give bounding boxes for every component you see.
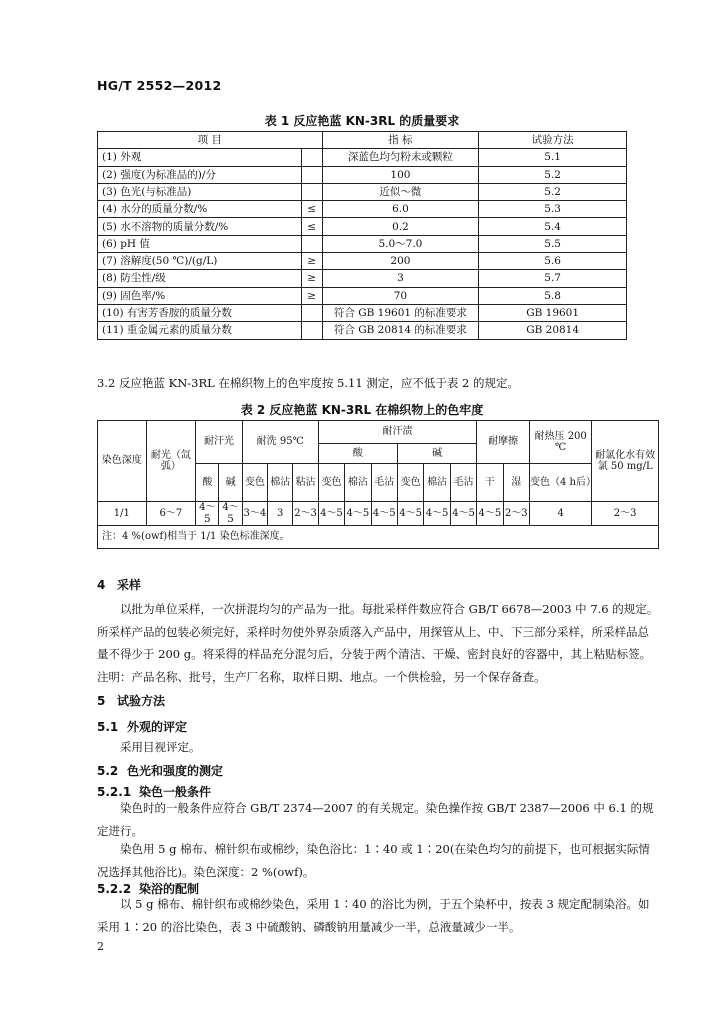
value-cell: 2～3 [293, 502, 318, 526]
section-5-2-1-text2: 染色用 5 g 棉布、棉针织布或棉纱，染色浴比：1∶40 或 1∶20(在染色均匀的前提下，也可根据实际情况选择其他浴比)。染色深度：2 %(owf)。 [97, 842, 650, 879]
value-cell: 3 [268, 502, 293, 526]
row-symbol: ≤ [301, 218, 322, 235]
subheader-cell: 毛沾 [371, 464, 397, 502]
row-item: (8) 防尘性/级 [98, 270, 302, 287]
row-spec: 符合 GB 20814 的标准要求 [322, 322, 479, 339]
row-spec: 100 [322, 166, 479, 183]
row-method: 5.6 [479, 253, 627, 270]
table-header-row [98, 132, 627, 149]
table-row [98, 322, 627, 339]
row-method: 5.1 [479, 149, 627, 166]
row-method: 5.2 [479, 183, 627, 200]
section-5-1-heading [97, 718, 187, 735]
subheader-cell: 干 [477, 464, 503, 502]
section-5-2-2-number: 5.2.2 [97, 882, 132, 896]
header-wash: 耐洗 95℃ [242, 421, 318, 464]
table-row [98, 253, 627, 270]
section-5-1-text: 采用目视评定。 [120, 740, 201, 754]
subheader-cell: 毛沾 [450, 464, 476, 502]
row-symbol: ≥ [301, 287, 322, 304]
row-symbol [301, 183, 322, 200]
row-spec: 0.2 [322, 218, 479, 235]
value-cell: 2～3 [503, 502, 529, 526]
subheader-cell: 湿 [503, 464, 529, 502]
table-row [98, 304, 627, 321]
section-5-2-1-number: 5.2.1 [97, 785, 132, 799]
section-5-2-number: 5.2 [97, 764, 119, 778]
section-5-2-1-text1: 染色时的一般条件应符合 GB/T 2374—2007 的有关规定。染色操作按 GB/T 2387—2006 中 6.1 的规定进行。 [97, 801, 654, 838]
header-rubbing: 耐摩擦 [477, 421, 530, 464]
header-method: 试验方法 [479, 132, 627, 149]
row-symbol [301, 166, 322, 183]
section-5-2-2-title: 染浴的配制 [139, 882, 200, 896]
header-chlorine: 耐氯化水有效氯 50 mg/L [592, 421, 659, 502]
value-cell: 4～5 [318, 502, 344, 526]
row-spec: 符合 GB 19601 的标准要求 [322, 304, 479, 321]
row-item: (1) 外观 [98, 149, 302, 166]
row-method: 5.5 [479, 235, 627, 252]
row-item: (2) 强度(为标准品的)/分 [98, 166, 302, 183]
header-light: 耐光（氙弧） [146, 421, 196, 502]
table2-caption: 表 2 反应艳蓝 KN-3RL 在棉织物上的色牢度 [240, 403, 484, 417]
row-symbol [301, 149, 322, 166]
subheader-cell: 棉沾 [345, 464, 371, 502]
row-item: (3) 色光(与标准品) [98, 183, 302, 200]
subheader-cell: 酸 [196, 464, 219, 502]
quality-requirements-table [97, 131, 627, 340]
section-5-title: 试验方法 [117, 694, 166, 708]
row-item: (4) 水分的质量分数/% [98, 201, 302, 218]
header-hot-press: 耐热压 200 ℃ [529, 421, 591, 464]
value-cell: 3～4 [242, 502, 267, 526]
header-sweat-light: 耐汗光 [196, 421, 242, 464]
table-row [98, 149, 627, 166]
row-item: (10) 有害芳香胺的质量分数 [98, 304, 302, 321]
table1-caption: 表 1 反应艳蓝 KN-3RL 的质量要求 [264, 114, 460, 128]
header-alkali: 碱 [397, 444, 476, 464]
section-5-2-2-text: 以 5 g 棉布、棉针织布或棉纱染色，采用 1∶40 的浴比为例，于五个染杯中，按表 3 规定配制染浴。如采用 1∶20 的浴比染色，表 3 中硫酸钠、磷酸钠用量减少一半，总液量减少一半。 [97, 897, 650, 934]
value-cell: 4～5 [196, 502, 219, 526]
section-5-2-1-title: 染色一般条件 [139, 785, 212, 799]
row-method: 5.8 [479, 287, 627, 304]
section-4-text: 以批为单位采样，一次拼混均匀的产品为一批。每批采样件数应符合 GB/T 6678—2003 中 7.6 的规定。所采样产品的包装必须完好，采样时勿使外界杂质落入产品中，用探管从上、中、下三部分采样，所采样品总量不得少于 200 g。将采得的样品充分混匀后，分装于两个清洁、干燥、密封良好的容器中，其上粘贴标签。注明：产品名称、批号，生产厂名称，取样日期、地点。一个供检验，另一个保存备查。 [97, 602, 659, 684]
subheader-cell: 变色 [318, 464, 344, 502]
subheader-cell: 变色 [242, 464, 267, 502]
value-cell: 4～5 [371, 502, 397, 526]
section-5-1-number: 5.1 [97, 720, 119, 734]
row-spec: 70 [322, 287, 479, 304]
row-method: 5.2 [479, 166, 627, 183]
row-symbol [301, 322, 322, 339]
row-method: GB 20814 [479, 322, 627, 339]
table-row [98, 201, 627, 218]
row-spec: 3 [322, 270, 479, 287]
value-cell: 4～5 [424, 502, 450, 526]
section-4-heading [97, 576, 141, 593]
section-4-number: 4 [97, 578, 106, 592]
table-row [98, 287, 627, 304]
subheader-cell: 变色 [397, 464, 423, 502]
section-5-number: 5 [97, 694, 106, 708]
table-row [98, 218, 627, 235]
row-item: (7) 溶解度(50 ℃)/(g/L) [98, 253, 302, 270]
row-method: GB 19601 [479, 304, 627, 321]
table2-note: 注：4 %(owf)相当于 1/1 染色标准深度。 [98, 526, 659, 549]
table-row [98, 270, 627, 287]
subheader-cell: 棉沾 [268, 464, 293, 502]
table-row [98, 235, 627, 252]
row-spec: 5.0～7.0 [322, 235, 479, 252]
row-symbol: ≤ [301, 201, 322, 218]
header-item: 项 目 [98, 132, 323, 149]
value-cell: 4～5 [397, 502, 423, 526]
row-spec: 近似～微 [322, 183, 479, 200]
row-item: (9) 固色率/% [98, 287, 302, 304]
table-row [98, 183, 627, 200]
row-symbol [301, 235, 322, 252]
row-method: 5.3 [479, 201, 627, 218]
value-cell: 4～5 [450, 502, 476, 526]
section-4-title: 采样 [117, 578, 142, 592]
row-spec: 200 [322, 253, 479, 270]
standard-number: HG/T 2552—2012 [97, 78, 222, 93]
value-cell: 6～7 [146, 502, 196, 526]
row-item: (11) 重金属元素的质量分数 [98, 322, 302, 339]
value-cell: 2～3 [592, 502, 659, 526]
value-cell: 4～5 [477, 502, 503, 526]
page-number: 2 [97, 940, 104, 953]
section-3-2: 3.2 反应艳蓝 KN-3RL 在棉织物上的色牢度按 5.11 测定，应不低于表 2 的规定。 [97, 376, 519, 390]
subheader-cell: 变色（4 h后） [529, 464, 591, 502]
value-cell: 4～5 [345, 502, 371, 526]
subheader-cell: 碱 [219, 464, 242, 502]
header-acid: 酸 [318, 444, 397, 464]
value-cell: 4～5 [219, 502, 242, 526]
header-spec: 指 标 [322, 132, 479, 149]
row-spec: 6.0 [322, 201, 479, 218]
row-symbol [301, 304, 322, 321]
color-fastness-table [97, 420, 659, 549]
row-spec: 深蓝色均匀粉末或颗粒 [322, 149, 479, 166]
row-method: 5.7 [479, 270, 627, 287]
subheader-cell: 棉沾 [424, 464, 450, 502]
row-method: 5.4 [479, 218, 627, 235]
section-5-1-title: 外观的评定 [127, 720, 188, 734]
section-5-2-title: 色光和强度的测定 [127, 764, 224, 778]
subheader-cell: 粘沾 [293, 464, 318, 502]
row-item: (6) pH 值 [98, 235, 302, 252]
row-symbol: ≥ [301, 270, 322, 287]
header-perspiration: 耐汗渍 [318, 421, 476, 444]
row-item: (5) 水不溶物的质量分数/% [98, 218, 302, 235]
section-5-2-heading [97, 762, 223, 779]
row-symbol: ≥ [301, 253, 322, 270]
header-depth: 染色深度 [98, 421, 147, 502]
table-row [98, 166, 627, 183]
value-cell: 4 [529, 502, 591, 526]
section-5-heading [97, 692, 165, 709]
value-cell: 1/1 [98, 502, 147, 526]
